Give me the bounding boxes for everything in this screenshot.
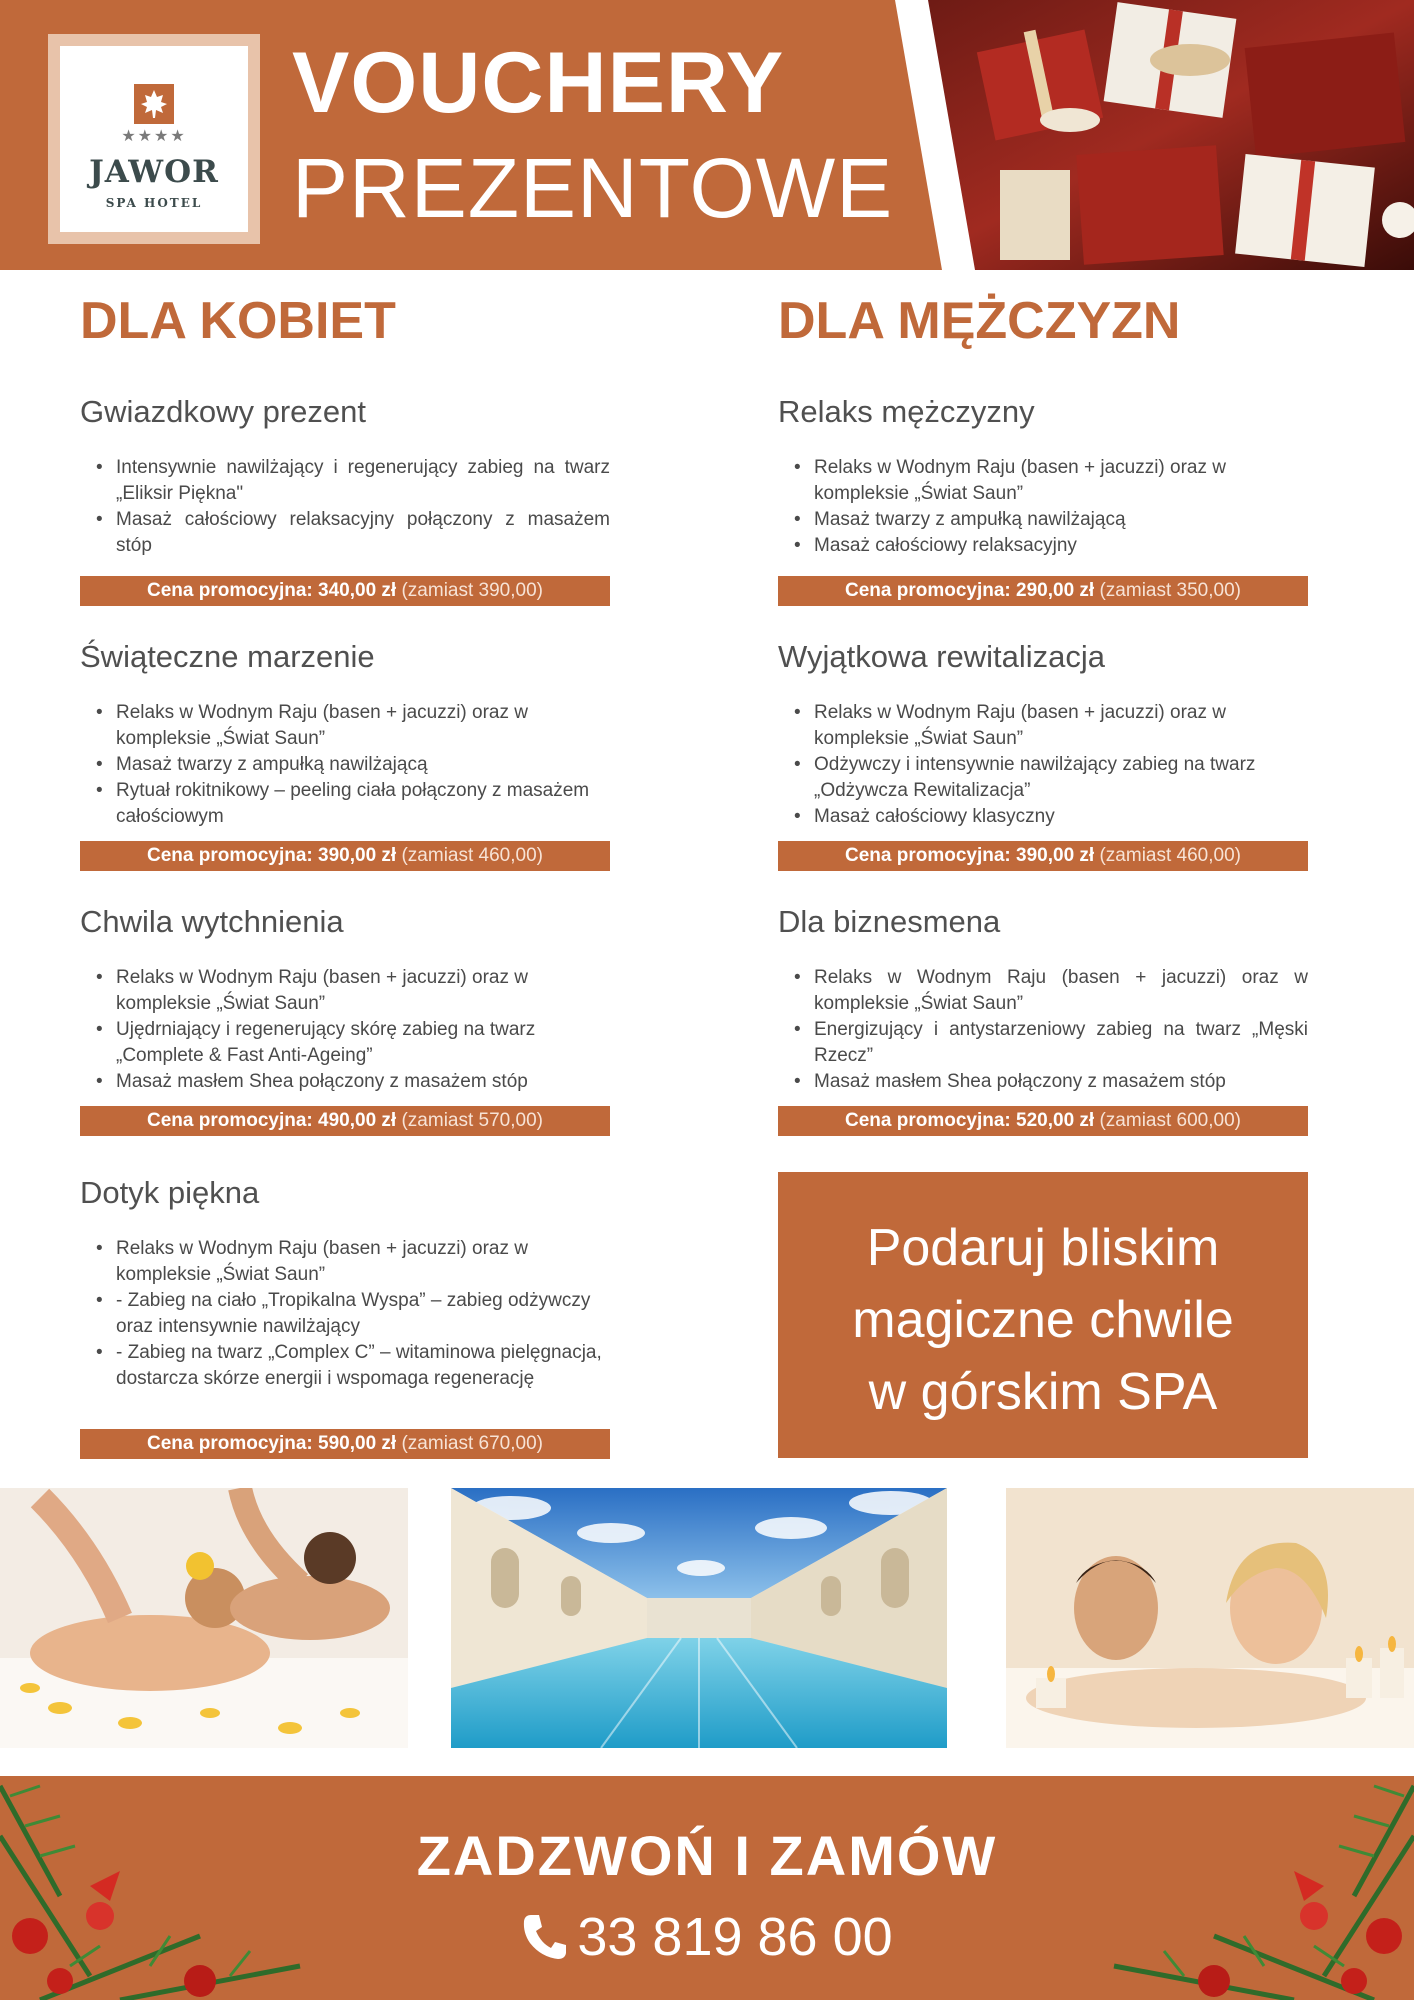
list-item: • Masaż masłem Shea połączony z masażem stóp [96,1069,610,1095]
list-item: • Ujędrniający i regenerujący skórę zabieg na twarz „Complete & Fast Anti-Ageing” [96,1017,610,1069]
offer-items [96,700,610,830]
offer-title: Dotyk piękna [80,1175,260,1210]
list-item: • - Zabieg na ciało „Tropikalna Wyspa” – zabieg odżywczy oraz intensywnie nawilżający [96,1288,610,1340]
price-bar[interactable] [80,841,610,871]
promo-price: Cena promocyjna: 390,00 zł [844,845,1095,866]
price-bar[interactable] [80,1429,610,1459]
list-item: • Masaż twarzy z ampułką nawilżającą [794,507,1308,533]
phone-number: 33 819 86 00 [577,1907,893,1967]
page-title-line2: PREZENTOWE [292,141,894,235]
offer-items [96,455,610,559]
promo-price: Cena promocyjna: 290,00 zł [844,580,1095,601]
old-price: (zamiast 600,00) [1099,1110,1241,1131]
offer-card [80,641,610,830]
list-item: • Intensywnie nawilżający i regenerujący zabieg na twarz „Eliksir Piękna" [96,455,610,507]
old-price: (zamiast 460,00) [1099,845,1241,866]
offer-card [778,906,1308,1095]
list-item: • Masaż całościowy klasyczny [794,804,1308,830]
promo-box [778,1172,1308,1458]
old-price: (zamiast 390,00) [401,580,543,601]
hotel-stars: ★★★★ [121,126,187,145]
list-item: • Relaks w Wodnym Raju (basen + jacuzzi) oraz w kompleksie „Świat Saun” [96,700,610,752]
price-bar[interactable] [778,841,1308,871]
offer-items [794,965,1308,1095]
hotel-name: JAWOR [89,154,219,190]
list-item: • Masaż twarzy z ampułką nawilżającą [96,752,610,778]
price-bar[interactable] [778,1106,1308,1136]
maple-leaf-icon [134,84,174,124]
offer-title: Relaks mężczyzny [778,394,1035,429]
old-price: (zamiast 570,00) [401,1110,543,1131]
offer-card [80,396,610,559]
phone-icon [521,1911,567,1961]
list-item: • Relaks w Wodnym Raju (basen + jacuzzi) oraz w kompleksie „Świat Saun” [96,1236,610,1288]
offer-title: Dla biznesmena [778,904,1001,939]
call-to-action: ZADZWOŃ I ZAMÓW [416,1824,998,1887]
indoor-pool-photo [451,1488,947,1748]
offer-title: Gwiazdkowy prezent [80,394,367,429]
hotel-subtitle: SPA HOTEL [105,196,203,210]
price-bar[interactable] [80,1106,610,1136]
promo-line: w górskim SPA [868,1363,1218,1421]
offer-items [96,1236,610,1392]
offer-items [794,455,1308,559]
offer-title: Wyjątkowa rewitalizacja [778,639,1106,674]
hotel-logo[interactable] [48,34,260,244]
promo-price: Cena promocyjna: 590,00 zł [146,1433,397,1454]
list-item: • Masaż całościowy relaksacyjny połączony z masażem stóp [96,507,610,559]
list-item: • Relaks w Wodnym Raju (basen + jacuzzi) oraz w kompleksie „Świat Saun” [794,965,1308,1017]
offer-items [794,700,1308,830]
list-item: • Odżywczy i intensywnie nawilżający zabieg na twarz „Odżywcza Rewitalizacja” [794,752,1308,804]
offer-title: Świąteczne marzenie [80,639,375,674]
promo-price: Cena promocyjna: 520,00 zł [844,1110,1095,1131]
price-bar[interactable] [80,576,610,606]
offer-card [778,396,1308,559]
men-heading: DLA MĘŻCZYZN [778,292,1181,350]
promo-line: Podaruj bliskim [866,1219,1220,1277]
promo-price: Cena promocyjna: 340,00 zł [146,580,397,601]
old-price: (zamiast 670,00) [401,1433,543,1454]
massage-couple-photo [0,1488,408,1748]
list-item: • - Zabieg na twarz „Complex C” – witaminowa pielęgnacja, dostarcza skórze energii i wspomaga regenerację [96,1340,610,1392]
women-heading: DLA KOBIET [80,292,396,350]
list-item: • Masaż masłem Shea połączony z masażem stóp [794,1069,1308,1095]
price-bar[interactable] [778,576,1308,606]
list-item: • Relaks w Wodnym Raju (basen + jacuzzi) oraz w kompleksie „Świat Saun” [794,455,1308,507]
offer-card [80,1177,610,1392]
list-item: • Rytuał rokitnikowy – peeling ciała połączony z masażem całościowym [96,778,610,830]
list-item: • Relaks w Wodnym Raju (basen + jacuzzi) oraz w kompleksie „Świat Saun” [96,965,610,1017]
offer-card [778,641,1308,830]
old-price: (zamiast 460,00) [401,845,543,866]
old-price: (zamiast 350,00) [1099,580,1241,601]
footer-banner [0,1776,1414,2000]
page-title-line1: VOUCHERY [292,35,785,131]
list-item: • Masaż całościowy relaksacyjny [794,533,1308,559]
list-item: • Relaks w Wodnym Raju (basen + jacuzzi) oraz w kompleksie „Świat Saun” [794,700,1308,752]
phone-number-link[interactable] [0,1907,1414,1967]
christmas-branches-decoration [1054,1776,1414,2000]
list-item: • Energizujący i antystarzeniowy zabieg na twarz „Męski Rzecz” [794,1017,1308,1069]
offer-items [96,965,610,1095]
smiling-couple-spa-photo [1006,1488,1414,1748]
christmas-branches-decoration [0,1776,360,2000]
promo-line: magiczne chwile [852,1291,1234,1349]
promo-price: Cena promocyjna: 390,00 zł [146,845,397,866]
offer-card [80,906,610,1095]
promo-price: Cena promocyjna: 490,00 zł [146,1110,397,1131]
offer-title: Chwila wytchnienia [80,904,344,939]
header-banner [0,0,1414,270]
